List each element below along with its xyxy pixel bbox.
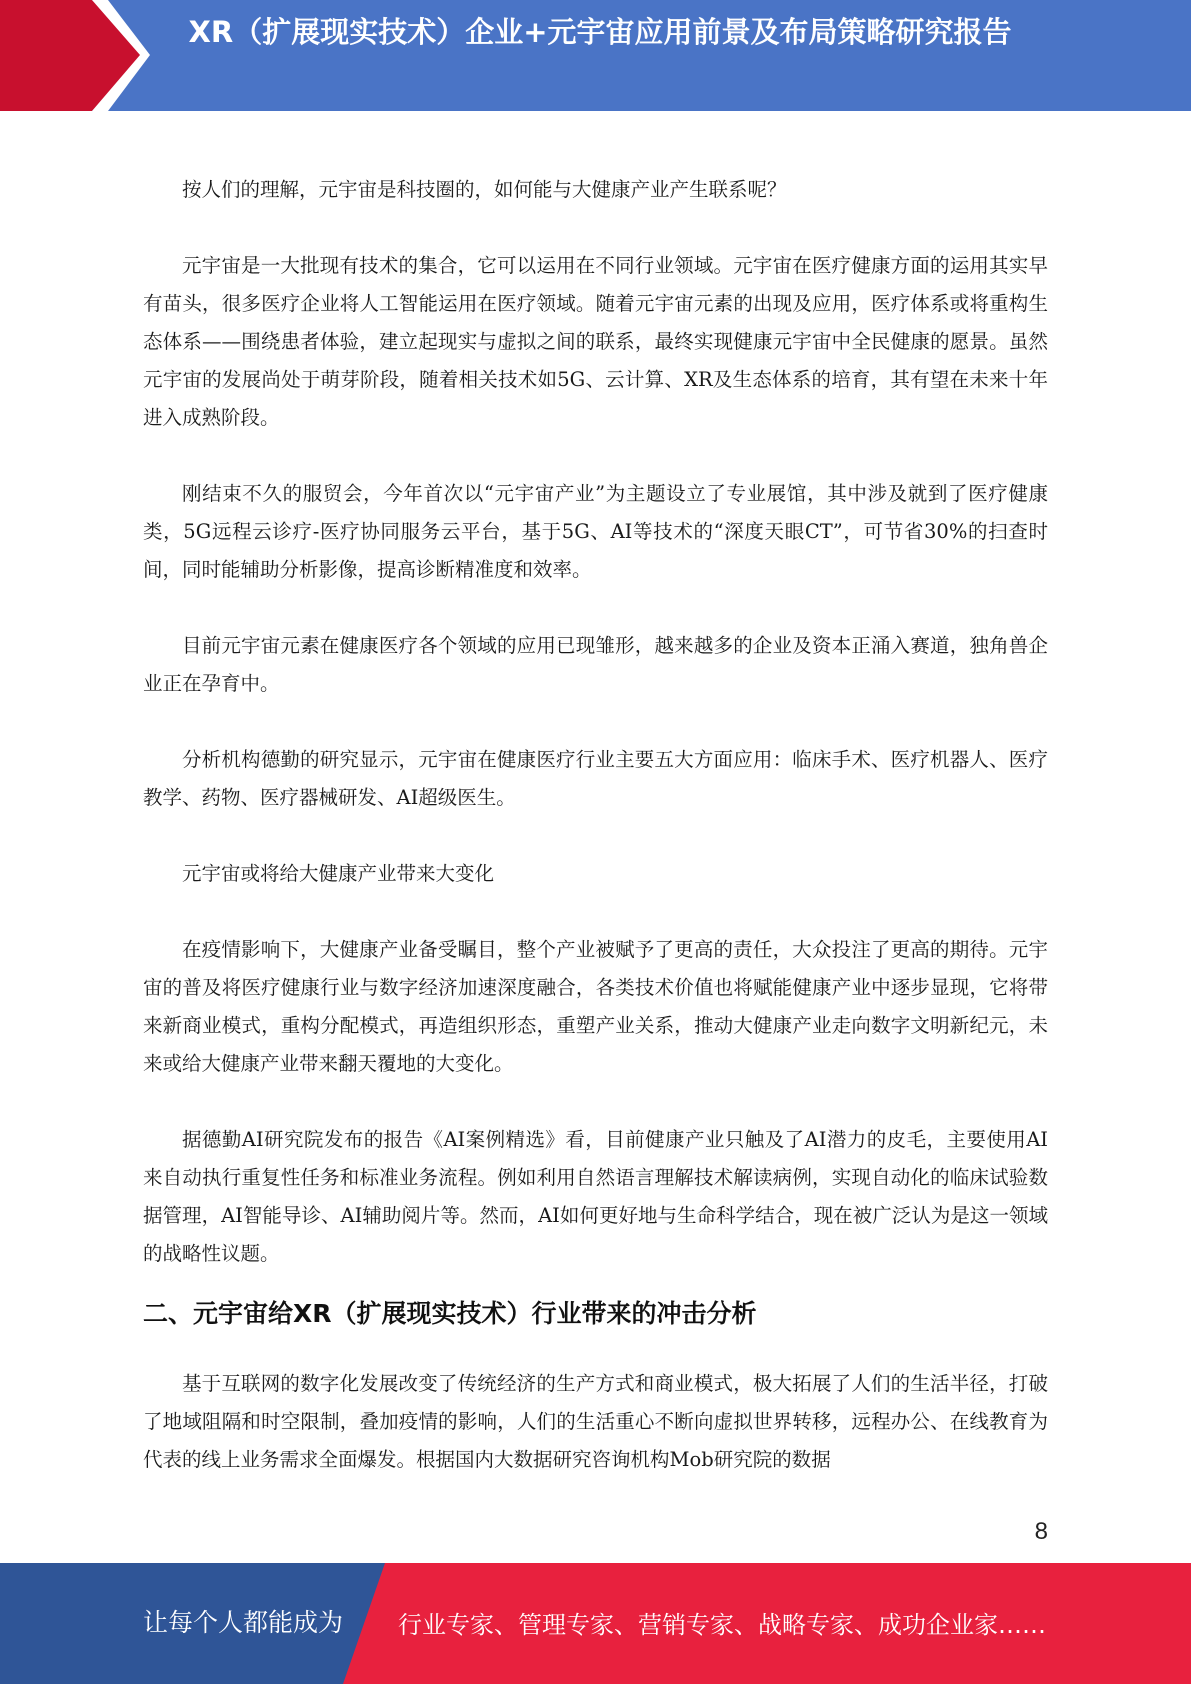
report-title: XR（扩展现实技术）企业+元宇宙应用前景及布局策略研究报告 [188, 15, 1012, 49]
footer-slogan-right: 行业专家、管理专家、营销专家、战略专家、成功企业家…… [398, 1611, 1046, 1639]
paragraph: 据德勤AI研究院发布的报告《AI案例精选》看，目前健康产业只触及了AI潜力的皮毛，主要使用AI来自动执行重复性任务和标准业务流程。例如利用自然语言理解技术解读病例，实现自动化的临床试验数据管理，AI智能导诊、AI辅助阅片等。然而，AI如何更好地与生命科学结合，现在被广泛认为是这一领域的战略性议题。 [143, 1128, 1048, 1265]
footer-slogan-left: 让每个人都能成为 [143, 1608, 344, 1637]
page-header [0, 0, 1191, 111]
page-footer [0, 1563, 1191, 1684]
paragraph: 基于互联网的数字化发展改变了传统经济的生产方式和商业模式，极大拓展了人们的生活半径，打破了地域阻隔和时空限制，叠加疫情的影响，人们的生活重心不断向虚拟世界转移，远程办公、在线教育为代表的线上业务需求全面爆发。根据国内大数据研究咨询机构Mob研究院的数据 [143, 1372, 1048, 1471]
document-body [143, 171, 1048, 1479]
paragraph: 元宇宙是一大批现有技术的集合，它可以运用在不同行业领域。元宇宙在医疗健康方面的运用其实早有苗头，很多医疗企业将人工智能运用在医疗领域。随着元宇宙元素的出现及应用，医疗体系或将重构生态体系——围绕患者体验，建立起现实与虚拟之间的联系，最终实现健康元宇宙中全民健康的愿景。虽然元宇宙的发展尚处于萌芽阶段，随着相关技术如5G、云计算、XR及生态体系的培育，其有望在未来十年进入成熟阶段。 [143, 254, 1048, 429]
paragraph: 分析机构德勤的研究显示，元宇宙在健康医疗行业主要五大方面应用：临床手术、医疗机器人、医疗教学、药物、医疗器械研发、AI超级医生。 [143, 748, 1048, 809]
paragraph: 在疫情影响下，大健康产业备受瞩目，整个产业被赋予了更高的责任，大众投注了更高的期待。元宇宙的普及将医疗健康行业与数字经济加速深度融合，各类技术价值也将赋能健康产业中逐步显现，它将带来新商业模式，重构分配模式，再造组织形态，重塑产业关系，推动大健康产业走向数字文明新纪元，未来或给大健康产业带来翻天覆地的大变化。 [143, 938, 1048, 1075]
page-number: 8 [1034, 1518, 1048, 1545]
paragraph: 目前元宇宙元素在健康医疗各个领域的应用已现雏形，越来越多的企业及资本正涌入赛道，独角兽企业正在孕育中。 [143, 634, 1048, 695]
subheading-paragraph: 元宇宙或将给大健康产业带来大变化 [182, 862, 495, 885]
paragraph: 刚结束不久的服贸会，今年首次以“元宇宙产业”为主题设立了专业展馆，其中涉及就到了医疗健康类，5G远程云诊疗-医疗协同服务云平台，基于5G、AI等技术的“深度天眼CT”，可节省30%的扫查时间，同时能辅助分析影像，提高诊断精准度和效率。 [143, 482, 1048, 581]
paragraph: 按人们的理解，元宇宙是科技圈的，如何能与大健康产业产生联系呢？ [182, 178, 787, 201]
section-heading: 二、元宇宙给XR（扩展现实技术）行业带来的冲击分析 [143, 1299, 757, 1328]
header-arrow-decoration [0, 0, 150, 111]
